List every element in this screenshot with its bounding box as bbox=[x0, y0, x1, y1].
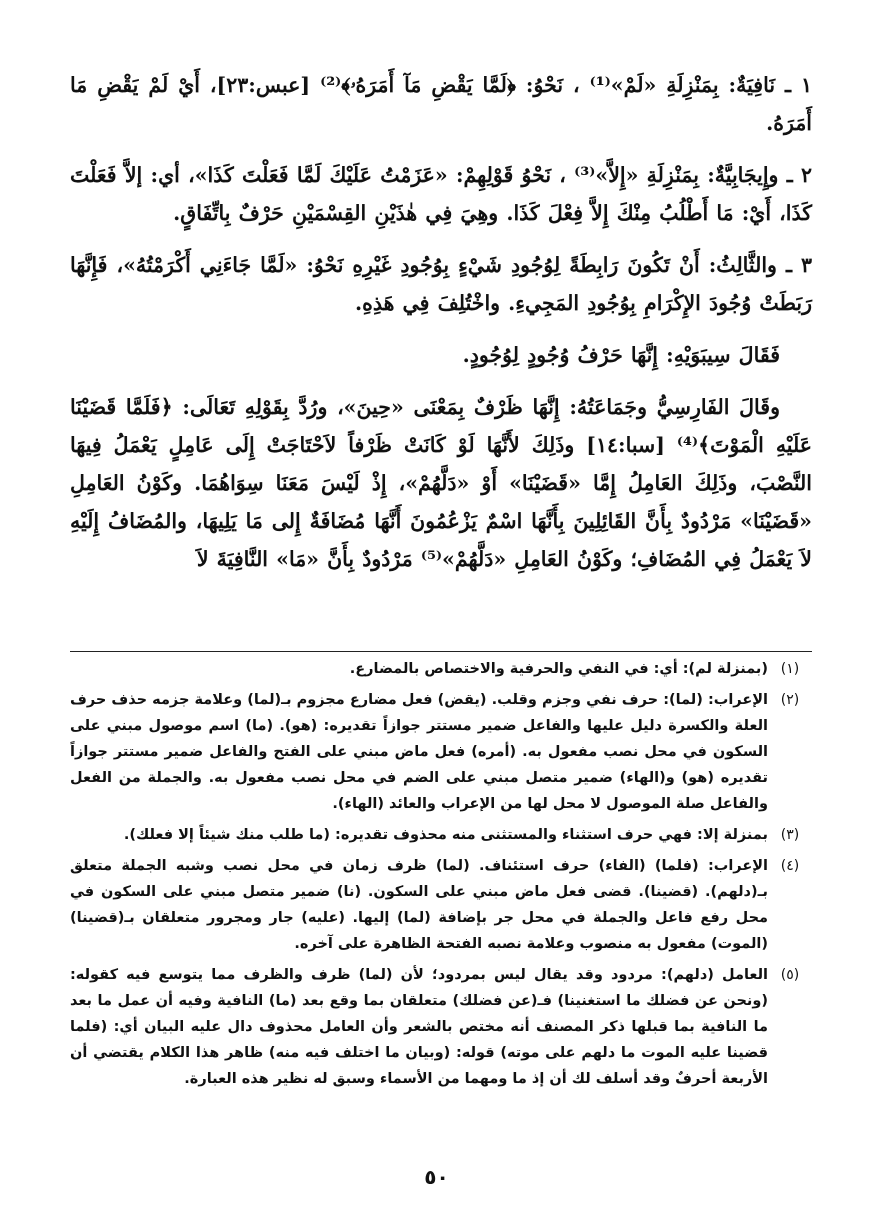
footnote-text: (بمنزلة لم): أي: في النفي والحرفية والاختصاص بالمضارع. bbox=[349, 661, 768, 677]
footnote-number: (٤) bbox=[780, 858, 800, 874]
footnote bbox=[70, 687, 812, 817]
paragraph-4: فَقَالَ سِيبَوَيْهِ: إِنَّهَا حَرْفُ وُجُودٍ لِوُجُودٍ. bbox=[462, 343, 780, 367]
footnote bbox=[70, 656, 812, 682]
footnote-number: (١) bbox=[780, 661, 800, 677]
footnote-text: العامل (دلهم): مردود وقد يقال ليس بمردود؛ لأن (لما) ظرف والظرف مما يتوسع فيه كقوله: (ونحن عن فضلك ما استغنينا) فـ(عن فضلك) متعلقان بما وقع بعد (ما) النافية وفيه أن عمل ما بعد ما النافية بما قبلها ذكر المصنف أنه مختص بالشعر وأن العامل محذوف دال عليه البيان أي: (فلما قضينا عليه الموت ما دلهم على موته) قوله: (وبيان ما اختلف فيه منه) ظاهر هذا الكلام يقتضي أن الأربعة أحرفٌ وقد أسلف لك أن إذ ما ومهما من الأسماء وسبق له نظير هذه العبارة. bbox=[70, 967, 768, 1087]
footnote bbox=[70, 822, 812, 848]
footnote-separator bbox=[70, 651, 812, 652]
footnote-number: (٣) bbox=[780, 827, 800, 843]
footnotes bbox=[70, 656, 812, 1097]
footnote-text: بمنزلة إلا: فهي حرف استثناء والمستثنى منه محذوف تقديره: (ما طلب منك شيئاً إلا فعلك). bbox=[123, 827, 768, 843]
footnote-text: الإعراب: (لما): حرف نفي وجزم وقلب. (يقض) فعل مضارع مجزوم بـ(لما) وعلامة جزمه حذف حرف العلة والكسرة دليل عليها والفاعل ضمير مستتر جوازاً تقديره: (هو). (ما) اسم موصول مبني على السكون في محل نصب مفعول به. (أمره) فعل ماض مبني على الفتح والفاعل ضمير مستتر جوازاً تقديره (هو) و(الهاء) ضمير متصل مبني على الضم في محل نصب مفعول به. والجملة من الفعل والفاعل صلة الموصول لا محل لها من الإعراب والعائد (الهاء). bbox=[70, 692, 768, 812]
footnote-text: الإعراب: (فلما) (الفاء) حرف استئناف. (لما) ظرف زمان في محل نصب وشبه الجملة متعلق بـ(دلهم). (قضينا). قضى فعل ماض مبني على السكون. (نا) ضمير متصل مبني على السكون في محل رفع فاعل والجملة في محل جر بإضافة (لما) إليها. (عليه) جار ومجرور متعلقان بـ(قضينا) (الموت) مفعول به منصوب وعلامة نصبه الفتحة الظاهرة على آخره. bbox=[70, 858, 768, 952]
footnote bbox=[70, 853, 812, 957]
paragraph-1: ١ ـ نَافِيَةٌ: بِمَنْزِلَةِ «لَمْ»⁽¹⁾ ، نَحْوُ: ﴿لَمَّا يَقْضِ مَآ أَمَرَهُۥ﴾⁽²⁾ [عبس:٢٣]، أَيْ لَمْ يَقْضِ مَا أَمَرَهُ. bbox=[70, 73, 812, 135]
footnote bbox=[70, 962, 812, 1092]
paragraph-5: وقَالَ الفَارِسِيُّ وجَمَاعَتُهُ: إِنَّهَا ظَرْفٌ بِمَعْنَى «حِينَ»، ورُدَّ بِقَوْلِهِ تَعَالَى: ﴿فَلَمَّا قَضَيْنَا عَلَيْهِ الْمَوْتَ﴾⁽⁴⁾ [سبا:١٤] وذَلِكَ لأَنَّهَا لَوْ كَانَتْ ظَرْفاً لاَحْتَاجَتْ إِلَى عَامِلٍ يَعْمَلُ فِيهَا النَّصْبَ، وذَلِكَ العَامِلُ إِمَّا «قَضَيْنَا» أَوْ «دَلَّهُمْ»، إِذْ لَيْسَ مَعَنَا سِوَاهُمَا. وكَوْنُ العَامِلِ «قَضَيْنَا» مَرْدُودٌ بِأَنَّ القَائِلِينَ بِأَنَّهَا اسْمٌ يَزْعُمُونَ أَنَّهَا مُضَافَةٌ إِلى مَا يَلِيهَا، والمُضَافُ إِلَيْهِ لاَ يَعْمَلُ فِي المُضَافِ؛ وكَوْنُ العَامِلِ «دَلَّهُمْ»⁽⁵⁾ مَرْدُودٌ بِأَنَّ «مَا» النَّافِيَةَ لاَ bbox=[70, 395, 813, 571]
paragraph-2: ٢ ـ وإِيجَابِيَّةٌ: بِمَنْزِلَةِ «إِلاَّ»⁽³⁾ ، نَحْوُ قَوْلِهِمْ: «عَزَمْتُ عَلَيْكَ لَمَّا فَعَلْتَ كَذَا»، أي: إلاَّ فَعَلْتَ كَذَا، أَيْ: مَا أَطْلُبُ مِنْكَ إِلاَّ فِعْلَ كَذَا. وهِيَ فِي هٰذَيْنِ القِسْمَيْنِ حَرْفٌ بِاتِّفَاقٍ. bbox=[70, 163, 812, 225]
main-text bbox=[70, 66, 812, 592]
footnote-number: (٥) bbox=[780, 967, 800, 983]
footnote-number: (٢) bbox=[780, 692, 800, 708]
page-number: ٥٠ bbox=[424, 1165, 449, 1189]
paragraph-3: ٣ ـ والثَّالِثُ: أَنْ تَكُونَ رَابِطَةً لِوُجُودِ شَيْءٍ بِوُجُودِ غَيْرِهِ نَحْوُ: «لَمَّا جَاءَنِي أَكْرَمْتُهُ»، فَإِنَّهَا رَبَطَتْ وُجُودَ الإِكْرَامِ بِوُجُودِ المَجِيءِ. واخْتُلِفَ فِي هَذِهِ. bbox=[70, 253, 812, 315]
